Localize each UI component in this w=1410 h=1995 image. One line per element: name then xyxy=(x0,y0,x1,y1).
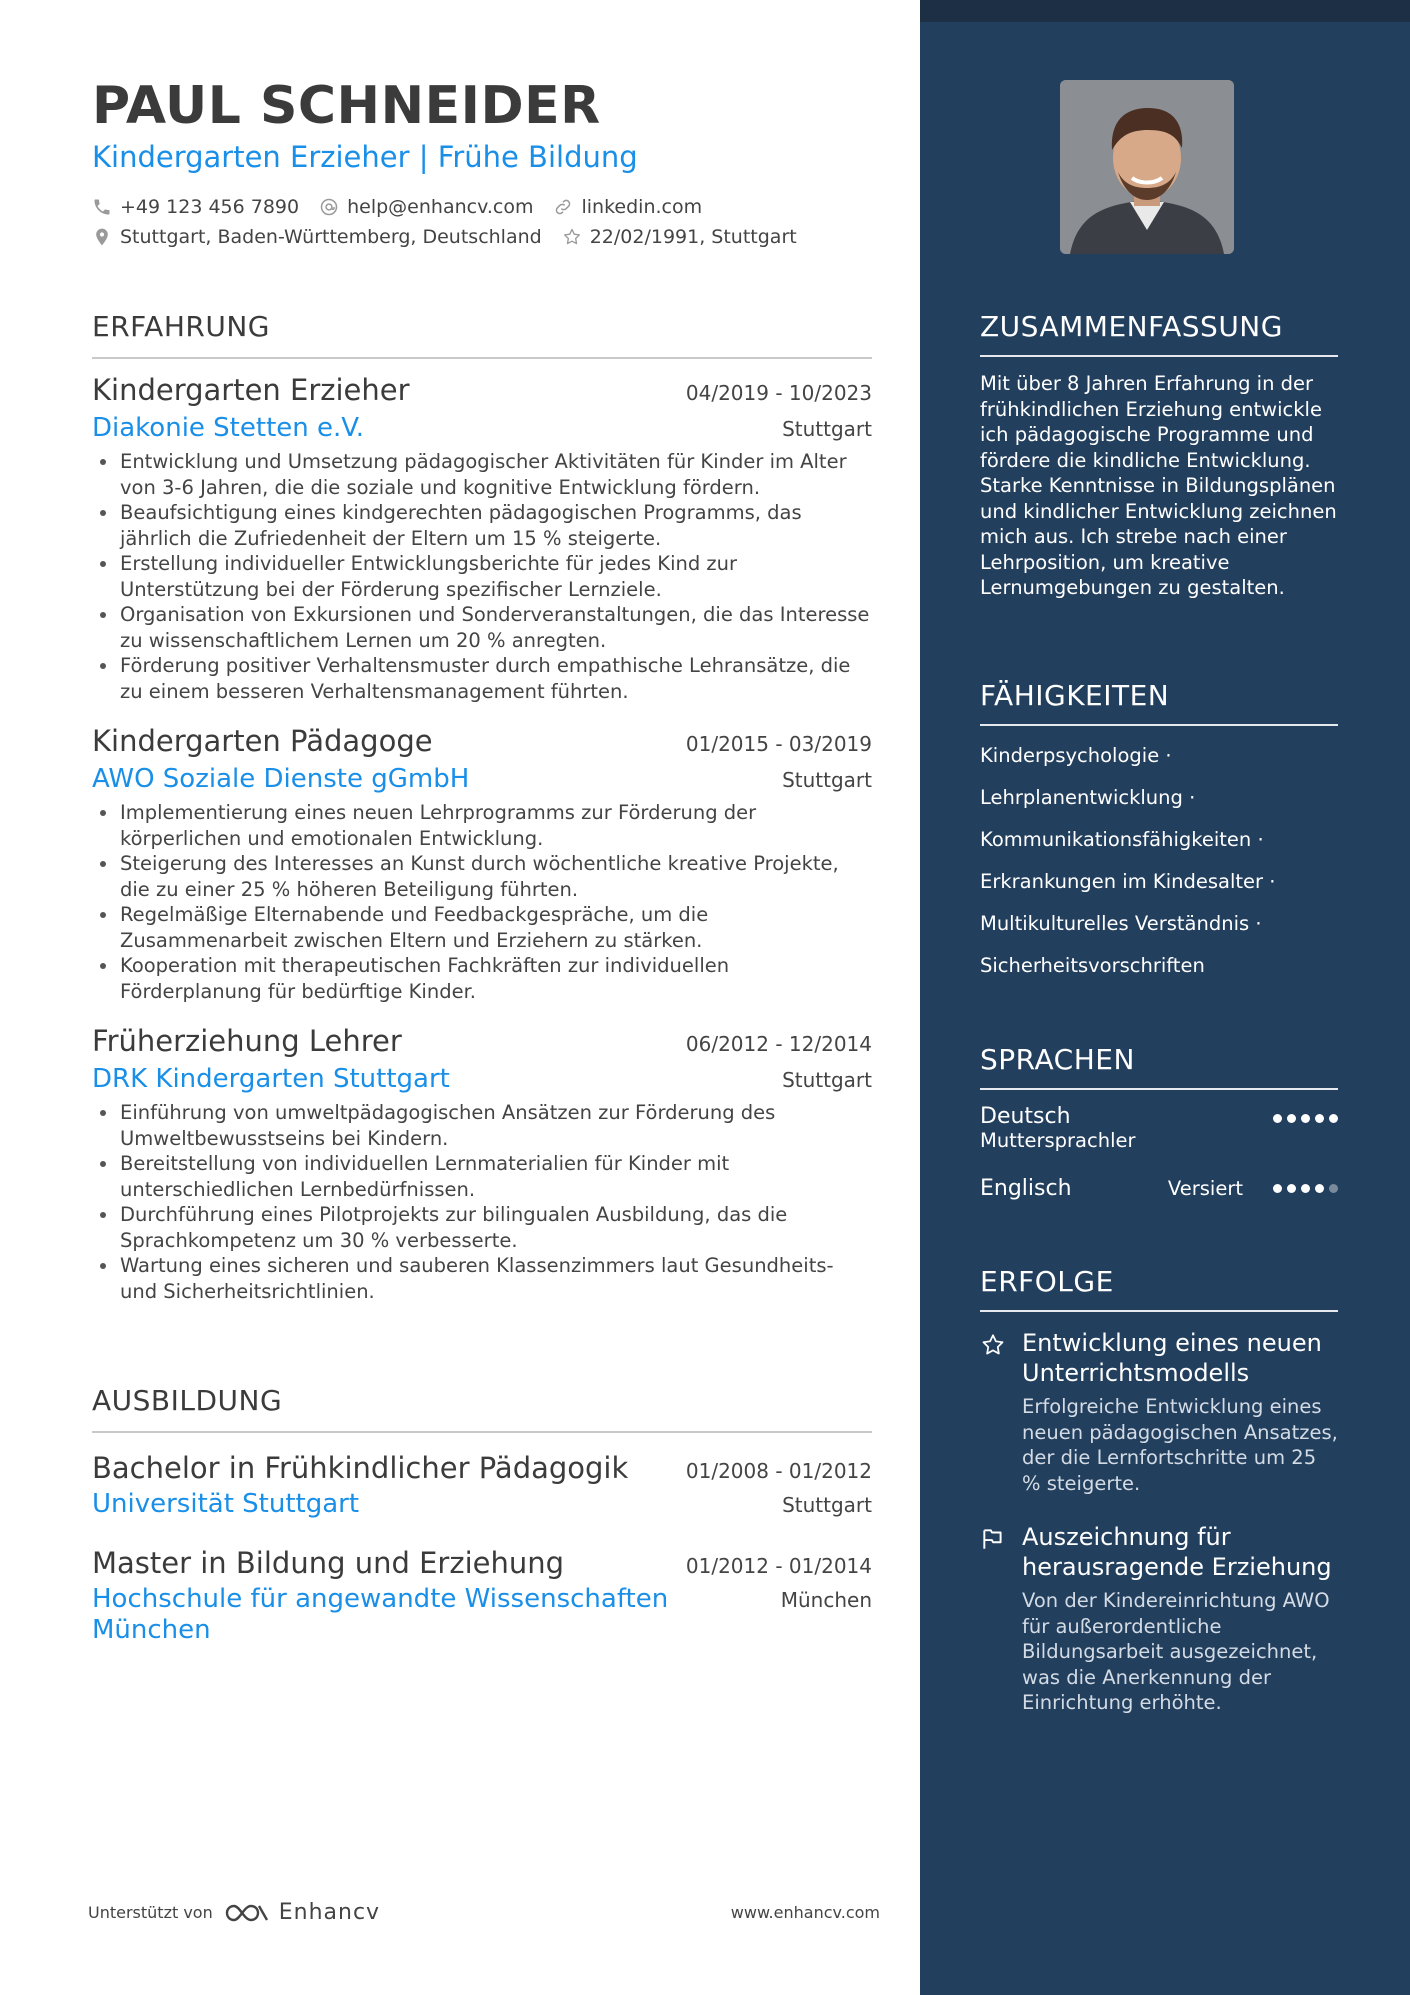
bullet-item: Regelmäßige Elternabende und Feedbackgespräche, um die Zusammenarbeit zwischen Eltern und Erziehern zu stärken. xyxy=(92,902,872,953)
job-dates: 04/2019 - 10/2023 xyxy=(685,381,872,405)
language-entry xyxy=(980,1104,1338,1152)
achievements-section xyxy=(980,1265,1338,1716)
candidate-name: PAUL SCHNEIDER xyxy=(92,76,601,136)
section-divider xyxy=(980,1310,1338,1312)
achievement-title: Auszeichnung für herausragende Erziehung xyxy=(1022,1523,1332,1581)
job-bullets xyxy=(92,449,872,704)
summary-heading: ZUSAMMENFASSUNG xyxy=(980,310,1283,343)
sidebar-top-bar xyxy=(920,0,1410,22)
section-divider xyxy=(980,1088,1338,1090)
job-dates: 01/2015 - 03/2019 xyxy=(685,732,872,756)
brand-name: Enhancv xyxy=(278,1900,381,1925)
email-address: help@enhancv.com xyxy=(347,196,534,218)
job-company: DRK Kindergarten Stuttgart xyxy=(92,1064,450,1094)
achievement-desc: Von der Kindereinrichtung AWO für außerordentliche Bildungsarbeit ausgezeichnet, was die Anerkennung der Einrichtung erhöhte. xyxy=(1022,1589,1330,1714)
education-dates: 01/2012 - 01/2014 xyxy=(685,1554,872,1578)
degree-title: Master in Bildung und Erziehung xyxy=(92,1546,565,1580)
phone-icon xyxy=(92,197,112,217)
job-location: Stuttgart xyxy=(782,1068,872,1092)
flag-icon xyxy=(980,1526,1006,1552)
job-title: Kindergarten Pädagoge xyxy=(92,724,433,758)
rating-dot-filled xyxy=(1273,1184,1282,1193)
achievement-item xyxy=(980,1522,1338,1716)
skill-item: Sicherheitsvorschriften xyxy=(980,954,1205,977)
language-entry xyxy=(980,1176,1338,1201)
language-name: Englisch xyxy=(980,1176,1072,1201)
at-icon xyxy=(319,197,339,217)
bullet-item: Erstellung individueller Entwicklungsberichte für jedes Kind zur Unterstützung bei der Förderung spezifischer Lernziele. xyxy=(92,551,872,602)
footer xyxy=(88,1900,880,1925)
job-company: Diakonie Stetten e.V. xyxy=(92,413,364,443)
language-rating xyxy=(1273,1114,1338,1123)
powered-by-label: Unterstützt von xyxy=(88,1903,213,1922)
bullet-item: Organisation von Exkursionen und Sonderveranstaltungen, die das Interesse zu wissenschaftlichem Lernen um 20 % anregten. xyxy=(92,602,872,653)
brand-logo[interactable] xyxy=(223,1900,380,1925)
enhancv-logo-icon xyxy=(223,1901,271,1925)
achievement-title: Entwicklung eines neuen Unterrichtsmodells xyxy=(1022,1329,1322,1387)
headline: Kindergarten Erzieher | Frühe Bildung xyxy=(92,140,638,174)
rating-dot-filled xyxy=(1287,1114,1296,1123)
bullet-item: Beaufsichtigung eines kindgerechten pädagogischen Programms, das jährlich die Zufriedenheit der Eltern um 15 % steigerte. xyxy=(92,500,872,551)
achievement-item xyxy=(980,1328,1338,1496)
skill-item: Kinderpsychologie · xyxy=(980,744,1172,767)
languages-heading: SPRACHEN xyxy=(980,1043,1135,1076)
achievement-desc: Erfolgreiche Entwicklung eines neuen pädagogischen Ansatzes, der die Lernfortschritte um 25 % steigerte. xyxy=(1022,1395,1338,1495)
skills-list xyxy=(980,740,1338,992)
bullet-item: Wartung eines sicheren und sauberen Klassenzimmers laut Gesundheits- und Sicherheitsrichtlinien. xyxy=(92,1253,872,1304)
skill-item: Lehrplanentwicklung · xyxy=(980,786,1196,809)
job-bullets xyxy=(92,800,872,1004)
language-rating xyxy=(1273,1184,1338,1193)
star-icon xyxy=(980,1332,1006,1358)
rating-dot-filled xyxy=(1301,1114,1310,1123)
bullet-item: Einführung von umweltpädagogischen Ansätzen zur Förderung des Umweltbewusstseins bei Kindern. xyxy=(92,1100,872,1151)
language-level: Muttersprachler xyxy=(980,1129,1136,1152)
footer-url[interactable]: www.enhancv.com xyxy=(730,1903,880,1922)
job-dates: 06/2012 - 12/2014 xyxy=(685,1032,872,1056)
language-level: Versiert xyxy=(1167,1177,1243,1200)
section-divider xyxy=(980,355,1338,357)
sidebar xyxy=(920,0,1410,1995)
school-name: Hochschule für angewandte Wissenschaften München xyxy=(92,1584,669,1645)
job-company: AWO Soziale Dienste gGmbH xyxy=(92,764,470,794)
rating-dot-filled xyxy=(1329,1114,1338,1123)
job-bullets xyxy=(92,1100,872,1304)
bullet-item: Förderung positiver Verhaltensmuster durch empathische Lehransätze, die zu einem besseren Verhaltensmanagement führten. xyxy=(92,653,872,704)
section-divider xyxy=(980,724,1338,726)
bullet-item: Durchführung eines Pilotprojekts zur bilingualen Ausbildung, das die Sprachkompetenz um 30 % verbesserte. xyxy=(92,1202,872,1253)
language-name: Deutsch xyxy=(980,1104,1071,1129)
school-location: München xyxy=(780,1588,872,1612)
bullet-item: Entwicklung und Umsetzung pädagogischer Aktivitäten für Kinder im Alter von 3-6 Jahren, die die soziale und kognitive Entwicklung fördern. xyxy=(92,449,872,500)
phone-contact[interactable] xyxy=(92,196,299,218)
summary-section xyxy=(980,310,1338,601)
job-location: Stuttgart xyxy=(782,768,872,792)
website-contact[interactable] xyxy=(553,196,702,218)
job-entry xyxy=(92,373,872,704)
skills-heading: FÄHIGKEITEN xyxy=(980,679,1170,712)
bullet-item: Bereitstellung von individuellen Lernmaterialien für Kinder mit unterschiedlichen Lernbedürfnissen. xyxy=(92,1151,872,1202)
profile-avatar-icon xyxy=(1060,80,1234,254)
link-icon xyxy=(553,197,573,217)
job-title: Kindergarten Erzieher xyxy=(92,373,410,407)
phone-number: +49 123 456 7890 xyxy=(120,196,300,218)
section-divider xyxy=(92,357,872,359)
birth-text: 22/02/1991, Stuttgart xyxy=(589,226,797,248)
skill-item: Kommunikationsfähigkeiten · xyxy=(980,828,1264,851)
skill-item: Erkrankungen im Kindesalter · xyxy=(980,870,1276,893)
bullet-item: Steigerung des Interesses an Kunst durch wöchentliche kreative Projekte, die zu einer 25 % höheren Beteiligung führten. xyxy=(92,851,872,902)
education-entry xyxy=(92,1451,872,1520)
achievements-heading: ERFOLGE xyxy=(980,1265,1114,1298)
rating-dot-filled xyxy=(1287,1184,1296,1193)
skill-item: Multikulturelles Verständnis · xyxy=(980,912,1262,935)
powered-by xyxy=(88,1900,380,1925)
bullet-item: Implementierung eines neuen Lehrprogramms zur Förderung der körperlichen und emotionalen Entwicklung. xyxy=(92,800,872,851)
skills-section xyxy=(980,679,1338,992)
languages-section xyxy=(980,1043,1338,1201)
experience-heading: ERFAHRUNG xyxy=(92,310,270,343)
job-entry xyxy=(92,1024,872,1304)
degree-title: Bachelor in Frühkindlicher Pädagogik xyxy=(92,1451,629,1485)
education-section xyxy=(92,1384,872,1646)
job-location: Stuttgart xyxy=(782,417,872,441)
education-entry xyxy=(92,1546,872,1646)
job-entry xyxy=(92,724,872,1004)
rating-dot-filled xyxy=(1273,1114,1282,1123)
location-text: Stuttgart, Baden-Württemberg, Deutschland xyxy=(120,226,542,248)
website-url: linkedin.com xyxy=(581,196,703,218)
education-heading: AUSBILDUNG xyxy=(92,1384,283,1417)
contact-info xyxy=(92,192,892,252)
experience-section xyxy=(92,310,872,1304)
rating-dot-filled xyxy=(1315,1114,1324,1123)
education-dates: 01/2008 - 01/2012 xyxy=(685,1459,872,1483)
rating-dot-filled xyxy=(1315,1184,1324,1193)
section-divider xyxy=(92,1431,872,1433)
summary-text: Mit über 8 Jahren Erfahrung in der frühkindlichen Erziehung entwickle ich pädagogische Programme und fördere die kindliche Entwicklung. Starke Kenntnisse in Bildungsplänen und kindlicher Entwicklung zeichnen mich aus. Ich strebe nach einer Lehrposition, um kreative Lernumgebungen zu gestalten. xyxy=(980,372,1337,599)
email-contact[interactable] xyxy=(319,196,533,218)
bullet-item: Kooperation mit therapeutischen Fachkräften zur individuellen Förderplanung für bedürftige Kinder. xyxy=(92,953,872,1004)
birth-contact xyxy=(562,226,797,248)
school-location: Stuttgart xyxy=(782,1493,872,1517)
rating-dot-filled xyxy=(1301,1184,1310,1193)
school-name: Universität Stuttgart xyxy=(92,1489,360,1519)
location-contact xyxy=(92,226,542,248)
star-icon xyxy=(562,227,582,247)
job-title: Früherziehung Lehrer xyxy=(92,1024,402,1058)
rating-dot-empty xyxy=(1329,1184,1338,1193)
profile-photo xyxy=(1060,80,1234,254)
location-pin-icon xyxy=(92,227,112,247)
